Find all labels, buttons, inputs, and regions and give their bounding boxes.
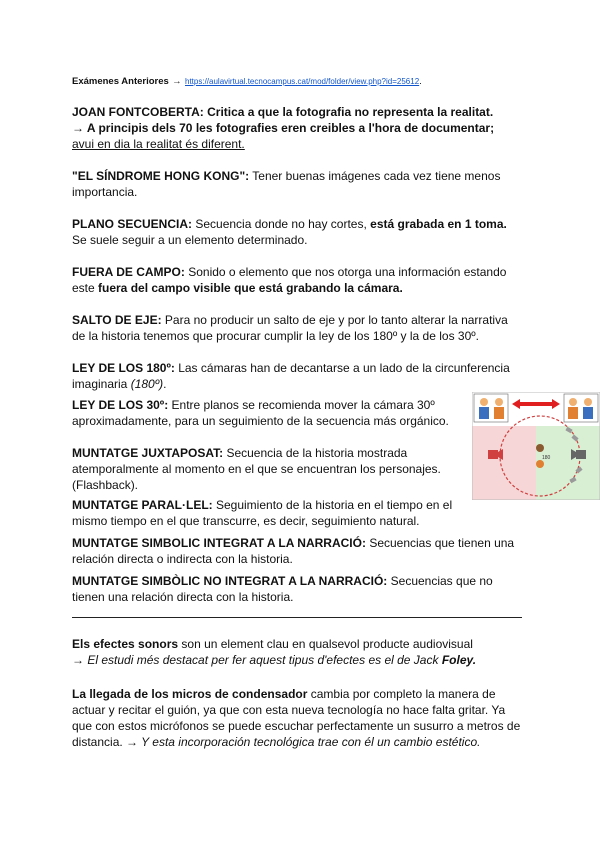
ley180-paragraph [72,360,524,392]
salto-term: SALTO DE EJE: [72,313,162,327]
exams-dot: . [419,76,422,87]
efectes-italic: → El estudi més destacat per fer aquest tipus d'efectes es el de Jack [72,653,442,667]
micros-italic: → Y esta incorporación tecnológica trae con él un cambio estético. [126,735,481,749]
person-pair-icon-right [564,394,598,422]
simbolic-term: MUNTATGE SIMBOLIC INTEGRAT A LA NARRACIÓ: [72,536,366,550]
simbolic-no-term: MUNTATGE SIMBÒLIC NO INTEGRAT A LA NARRACIÓ: [72,574,388,588]
camera-icon [488,449,503,460]
fuera-bold: fuera del campo visible que está grabando la cámara. [98,281,403,295]
ley180-term: LEY DE LOS 180º: [72,361,175,375]
ley180-italic: (180º) [130,377,164,391]
horizontal-divider [72,617,522,618]
simbolic-text: Secuencias que tienen una relación directa o indirecta con la historia. [72,536,515,566]
fontcoberta-paragraph [72,104,524,152]
simbolic-no-paragraph [72,573,524,605]
plano-bold: está grabada en 1 toma. [370,217,507,231]
left-zone [472,426,536,500]
ley30-paragraph [72,397,467,429]
simbolic-no-text: Secuencias que no tienen una relación directa con la historia. [72,574,493,604]
micros-paragraph [72,686,524,750]
fuera-paragraph [72,264,524,296]
juxta-paragraph [72,445,467,493]
exams-arrow: → [172,76,182,87]
ley180-text: Las cámaras han de decantarse a un lado de la circunferencia imaginaria [72,361,510,391]
plano-text1: Secuencia donde no hay cortes, [192,217,371,231]
hongkong-paragraph [72,168,524,200]
fuera-text: Sonido o elemento que nos otorga una información estando este [72,265,507,295]
salto-paragraph [72,312,524,344]
hongkong-text: Tener buenas imágenes cada vez tiene menos importancia. [72,169,501,199]
fontcoberta-line3: avui en dia la realitat és diferent. [72,137,245,151]
juxta-term: MUNTATGE JUXTAPOSAT: [72,446,224,460]
juxta-text: Secuencia de la historia mostrada atemporalmente al momento en el que se encuentran los personajes. (Flashback). [72,446,441,492]
camera-icon-right [571,449,586,460]
ley180-end: . [163,377,167,391]
fontcoberta-line1: JOAN FONTCOBERTA: Critica a que la fotografia no representa la realitat. [72,105,494,119]
micros-text: cambia por completo la manera de actuar y recitar el guión, ya que con esta nueva tecnología no hace falta gritar. Ya que con estos micrófonos se puede escuchar perfectamente un susurro a metros de distancia. [72,687,521,749]
plano-term: PLANO SECUENCIA: [72,217,193,231]
ley30-text: Entre planos se recomienda mover la cámara 30º aproximadamente, para un seguimiento de la secuencia más orgánico. [72,398,449,428]
fontcoberta-line2: → A principis dels 70 les fotografies eren creibles a l'hora de documentar; [72,121,495,135]
parallel-paragraph [72,497,467,529]
salto-text: Para no producir un salto de eje y por lo tanto alterar la narrativa de la historia tenemos que procurar cumplir la ley de los 180º y la de los 30º. [72,313,508,343]
parallel-text: Seguimiento de la historia en el tiempo en el mismo tiempo en el que transcurre, es decir, seguimiento natural. [72,498,453,528]
person-pair-icon [474,394,508,422]
exams-link[interactable]: https://aulavirtual.tecnocampus.cat/mod/folder/view.php?id=25612 [185,77,420,86]
efectes-text: son un element clau en qualsevol producte audiovisual [178,637,473,651]
right-zone [536,426,600,500]
hongkong-term: "EL SÍNDROME HONG KONG": [72,169,250,183]
plano-paragraph [72,216,524,248]
axis-rule-diagram [472,392,600,500]
efectes-paragraph [72,636,524,668]
ley30-term: LEY DE LOS 30º: [72,398,169,412]
fuera-term: FUERA DE CAMPO: [72,265,185,279]
parallel-term: MUNTATGE PARAL·LEL: [72,498,213,512]
simbolic-paragraph [72,535,524,567]
micros-bold: La llegada de los micros de condensador [72,687,308,701]
exams-line [72,72,524,90]
plano-text2: Se suele seguir a un elemento determinado. [72,233,308,247]
exams-label: Exámenes Anteriores [72,76,169,87]
efectes-foley: Foley. [441,653,477,667]
center-label: 180 [542,455,551,461]
efectes-bold: Els efectes sonors [72,637,179,651]
